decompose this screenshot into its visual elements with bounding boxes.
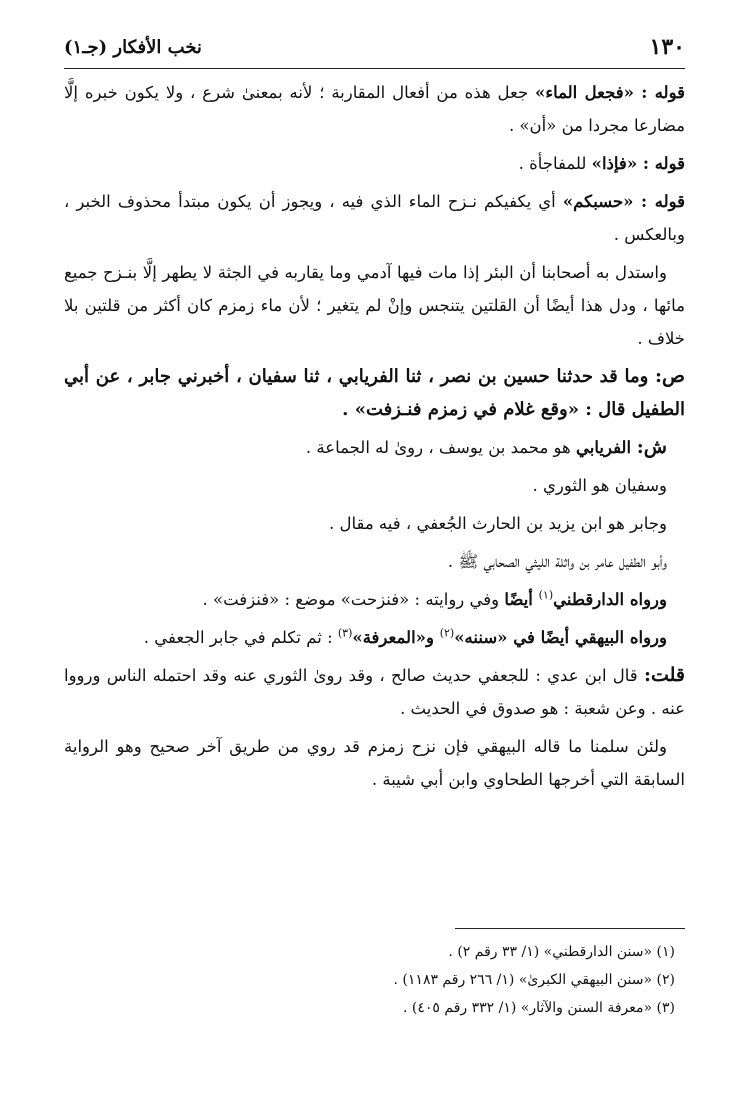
quote-lead: قوله : «فجعل الماء» [535, 83, 685, 102]
footnote-1: (١) «سنن الدارقطني» (١/ ٣٣ رقم ٢) . [448, 944, 675, 960]
paragraph-text: وفي روايته : «فنزحت» موضع : «فنزفت» . [202, 590, 505, 609]
sharh-marker: ش: [636, 436, 667, 458]
paragraph-istadalla [64, 256, 685, 355]
matn-marker: ص: [655, 365, 685, 387]
footnote-ref: (٢) [439, 626, 455, 640]
paragraph-hasbukum [64, 185, 685, 251]
paragraph-bayhaqi [64, 621, 685, 654]
footnotes [64, 938, 685, 1022]
paragraph-text: وسفيان هو الثوري . [532, 476, 667, 495]
page-number: ١٣٠ [649, 34, 685, 60]
footnote-2: (٢) «سنن البيهقي الكبرىٰ» (١/ ٢٦٦ رقم ١١٨٣) . [393, 972, 675, 988]
paragraph-text: ولئن سلمنا ما قاله البيهقي فإن نزح زمزم قد روي من طريق آخر صحيح وهو الرواية السابقة التي أخرجها الطحاوي وابن أبي شيبة . [64, 737, 685, 789]
paragraph-wala-in [64, 730, 685, 796]
paragraph-text: وأبو الطفيل عامر بن واثلة الليثي الصحابي ﷺ . [447, 552, 667, 571]
matn-text: وما قد حدثنا حسين بن نصر ، ثنا الفريابي ، ثنا سفيان ، أخبرني جابر ، عن أبي الطفيل قال : «وقع غلام في زمزم فنـزفت» . [64, 366, 685, 420]
paragraph-text: جعل هذه من أفعال المقاربة ؛ لأنه بمعنىٰ شرع ، ولا يكون خبره إلَّا مضارعا مجردا من «أن» . [64, 83, 685, 135]
header-rule [64, 68, 685, 69]
quote-lead: قوله : «فإذا» [591, 154, 685, 173]
footnote-ref: (٣) [337, 626, 353, 640]
paragraph-sharh [64, 431, 685, 464]
footnote-3: (٣) «معرفة السنن والآثار» (١/ ٣٣٢ رقم ٤٠٥) . [403, 1000, 675, 1016]
page-body [64, 76, 685, 801]
paragraph-matn [64, 360, 685, 426]
citation-lead-2: و«المعرفة» [352, 628, 440, 647]
quote-lead: قوله : «حسبكم» [562, 192, 686, 211]
paragraph-fajaala [64, 76, 685, 142]
qultu-marker: قلت: [643, 664, 685, 686]
paragraph-faidha [64, 147, 685, 180]
citation-lead-2: أيضًا [504, 590, 539, 609]
paragraph-jabir [64, 507, 685, 540]
paragraph-text: أي يكفيكم نـزح الماء الذي فيه ، ويجوز أن يكون مبتدأ محذوف الخبر ، وبالعكس . [64, 192, 685, 244]
paragraph-abu-tufayl [64, 545, 685, 578]
running-title: نخب الأفكار (جـ١) [64, 36, 202, 58]
footnote-divider [455, 928, 685, 929]
paragraph-text: هو محمد بن يوسف ، روىٰ له الجماعة . [305, 438, 576, 457]
paragraph-text: قال ابن عدي : للجعفي حديث صالح ، وقد روىٰ الثوري عنه وقد احتمله الناس ورووا عنه . وعن شعبة : هو صدوق في الحديث . [64, 666, 685, 718]
paragraph-text: للمفاجأة . [518, 154, 592, 173]
page-header [64, 30, 685, 64]
paragraph-sufyan [64, 469, 685, 502]
paragraph-qultu [64, 659, 685, 725]
paragraph-text: : ثم تكلم في جابر الجعفي . [143, 628, 338, 647]
citation-lead: ورواه البيهقي أيضًا في «سننه» [454, 628, 667, 647]
paragraph-text: وجابر هو ابن يزيد بن الحارث الجُعفي ، فيه مقال . [328, 514, 667, 533]
sharh-lead: الفريابي [576, 438, 637, 457]
citation-lead: ورواه الدارقطني [553, 590, 667, 609]
paragraph-text: واستدل به أصحابنا أن البئر إذا مات فيها آدمي وما يقاربه في الجثة لا يطهر إلَّا بنـزح جميع مائها ، ودل هذا أيضًا أن القلتين يتنجس وإنْ لم يتغير ؛ لأن ماء زمزم كان أكثر من قلتين بلا خلاف . [64, 263, 685, 348]
footnote-ref: (١) [538, 588, 554, 602]
paragraph-daraqutni [64, 583, 685, 616]
